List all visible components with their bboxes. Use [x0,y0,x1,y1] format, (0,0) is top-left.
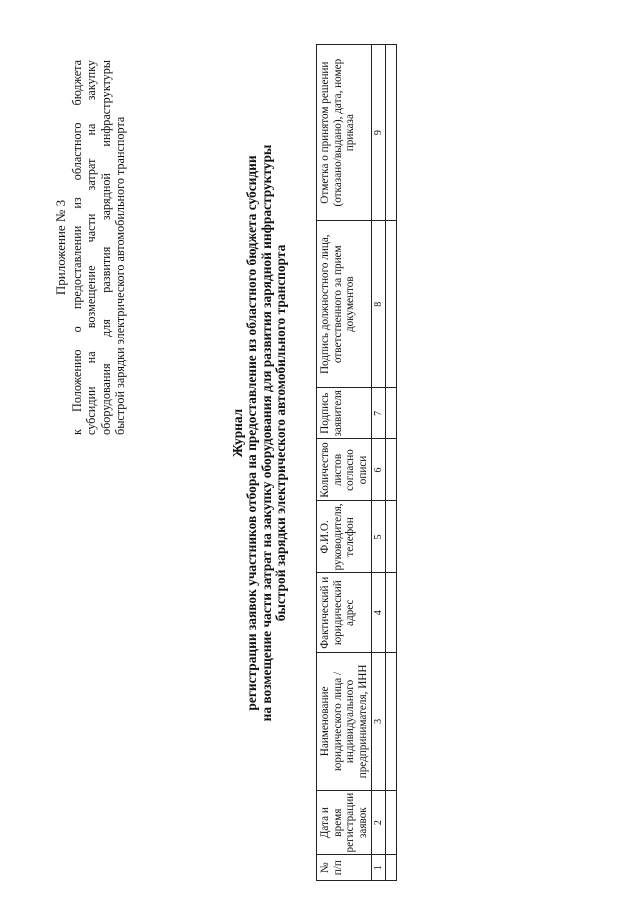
header-cell-official-signature: Подпись должностного лица, ответственного за прием документов [317,221,372,388]
journal-subtitle-line: на возмещение части затрат на закупку оборудования для развития зарядной инфраструктуры [258,144,274,722]
appendix-line: оборудования для развития зарядной инфраструктуры [98,60,113,435]
appendix-line: субсидии на возмещение части затрат на закупку [84,60,99,435]
column-number: 2 [372,790,386,855]
header-cell-director: Ф.И.О. руководителя, телефон [317,501,372,573]
column-number: 7 [372,388,386,439]
column-number: 4 [372,573,386,653]
header-cell-datetime: Дата и время регистрации заявок [317,790,372,855]
table-number-row [372,45,386,881]
appendix-line: к Положению о предоставлении из областного бюджета [69,60,84,435]
table-header-row [317,45,372,881]
table-cell [386,221,397,388]
registration-table [316,44,397,881]
header-cell-decision: Отметка о принятом решении (отказано/выдано), дата, номер приказа [317,45,372,221]
header-cell-number: № п/п [317,855,372,881]
table-cell [386,439,397,501]
table-cell [386,501,397,573]
column-number: 3 [372,653,386,791]
appendix-line: быстрой зарядки электрического автомобильного транспорта [113,116,128,435]
appendix-title: Приложение № 3 [53,199,68,296]
table-cell [386,388,397,439]
table-cell [386,790,397,855]
column-number: 1 [372,855,386,881]
header-cell-address: Фактический и юридический адрес [317,573,372,653]
header-cell-sheet-count: Количество листов согласно описи [317,439,372,501]
table-cell [386,45,397,221]
header-cell-applicant-signature: Подпись заявителя [317,388,372,439]
column-number: 5 [372,501,386,573]
column-number: 6 [372,439,386,501]
header-cell-entity-name: Наименование юридического лица / индивидуального предпринимателя, ИНН [317,653,372,791]
rotated-content [18,13,618,893]
table-cell [386,653,397,791]
journal-title: Журнал [230,408,245,458]
column-number: 8 [372,221,386,388]
appendix-block [54,60,128,435]
column-number: 9 [372,45,386,221]
table-cell [386,573,397,653]
journal-subtitle-line: быстрой зарядки электрического автомобильного транспорта [273,244,289,622]
journal-heading [231,83,289,783]
table-row [386,45,397,881]
table-cell [386,855,397,881]
journal-subtitle-line: регистрации заявок участников отбора на предоставление из областного бюджета субсидии [244,155,260,711]
